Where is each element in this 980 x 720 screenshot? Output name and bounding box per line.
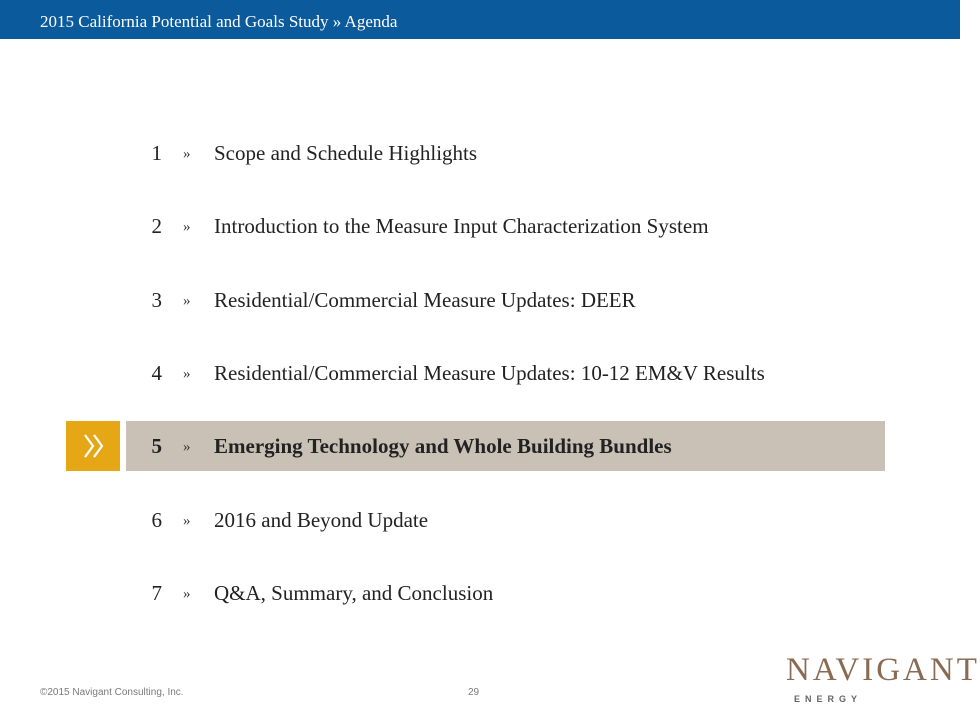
- agenda-item-number: 4: [151, 361, 162, 385]
- agenda-item-number: 2: [151, 214, 162, 238]
- footer-page-number: 29: [468, 687, 480, 698]
- agenda-item-3[interactable]: [0, 280, 960, 320]
- agenda-item-label: Scope and Schedule Highlights: [214, 141, 478, 165]
- agenda-item-separator: »: [183, 146, 191, 162]
- agenda-item-7[interactable]: [0, 573, 960, 613]
- header-bar: [0, 0, 960, 39]
- agenda-item-separator: »: [183, 293, 191, 309]
- agenda-item-number: 7: [151, 581, 162, 605]
- header-title: 2015 California Potential and Goals Study » Agenda: [40, 12, 398, 31]
- navigant-logo: [786, 652, 980, 714]
- agenda-item-label: Residential/Commercial Measure Updates: DEER: [214, 288, 636, 312]
- agenda-item-4[interactable]: [0, 353, 960, 393]
- agenda-item-number: 3: [151, 288, 162, 312]
- agenda-item-label: Q&A, Summary, and Conclusion: [214, 581, 494, 605]
- agenda-item-number: 6: [151, 508, 162, 532]
- agenda-item-separator: »: [183, 513, 191, 529]
- agenda-item-separator: »: [183, 439, 191, 455]
- agenda-item-label: 2016 and Beyond Update: [214, 508, 429, 532]
- agenda-item-number: 1: [151, 141, 162, 165]
- logo-wordmark: NAVIGANT: [786, 652, 980, 688]
- agenda-item-label: Emerging Technology and Whole Building Bundles: [214, 434, 672, 458]
- agenda-item-separator: »: [183, 366, 191, 382]
- agenda-item-1[interactable]: [0, 133, 960, 173]
- agenda-item-6[interactable]: [0, 500, 960, 540]
- agenda-item-number: 5: [151, 434, 162, 458]
- agenda-item-label: Introduction to the Measure Input Characterization System: [214, 214, 709, 238]
- agenda-item-2[interactable]: [0, 206, 960, 246]
- logo-subtitle: ENERGY: [794, 694, 863, 704]
- footer-copyright: ©2015 Navigant Consulting, Inc.: [40, 687, 184, 698]
- agenda-item-label: Residential/Commercial Measure Updates: 10-12 EM&V Results: [214, 361, 765, 385]
- agenda-item-5-active[interactable]: [0, 426, 960, 466]
- agenda-item-separator: »: [183, 586, 191, 602]
- agenda-item-separator: »: [183, 219, 191, 235]
